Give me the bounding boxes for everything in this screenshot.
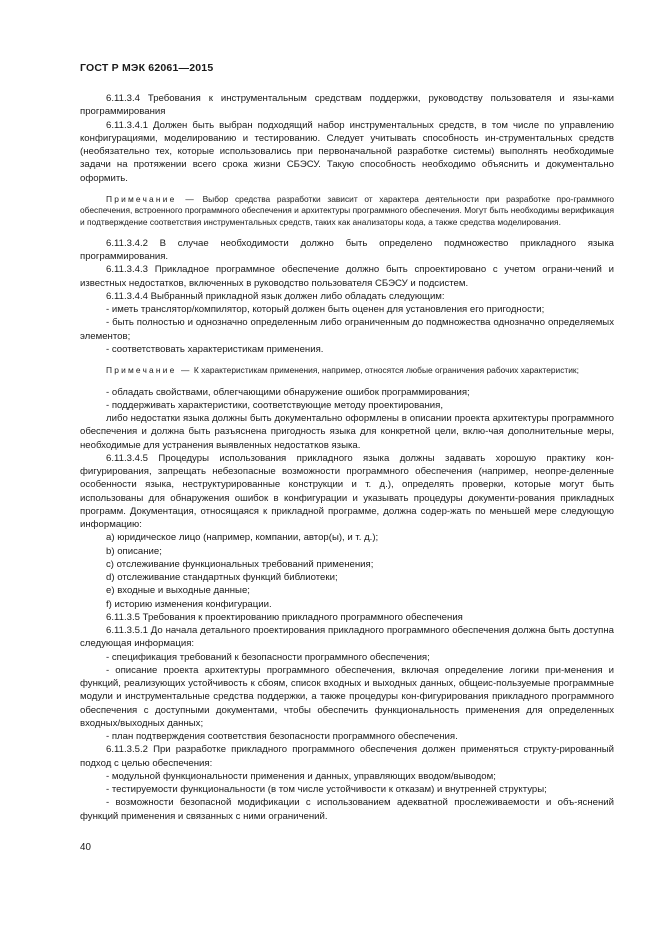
note-label: Примечание — [106,193,196,204]
note-text: К характеристикам применения, например, относятся любые ограничения рабочих характеристик; [193,365,579,376]
list-item: - поддерживать характеристики, соответствующие методу проектирования, [106,399,443,411]
list-item: - описание проекта архитектуры программного обеспечения, включая определение логики при-менения и функций, реализующих устойчивость к сбоям, список входных и выходных данных, общеис-пользуемые программные модули и инструментальные средства поддержки, а также процедуры кон-фигурирования прикладного программного обеспечения с доступными документами, чтобы обеспечить функциональность применения для определенных входных/выходных данных; [80,664,614,729]
paragraph: 6.11.3.4.2 В случае необходимости должно быть определено подмножество прикладного языка программирования. [80,237,614,263]
document-body [80,92,614,823]
note-text: Выбор средства разработки зависит от характера деятельности при разработке про-граммного обеспечения, встроенного программного обеспечения и архитектуры программного обеспечения. Могут быть необходимы верификация и подтверждение соответствия инструментальных средств, таких как анализаторы кода, а также средства моделирования. [80,193,615,227]
paragraph: либо недостатки языка должны быть документально оформлены в описании проекта архитектуры программного обеспечения и должна быть разъяснена пригодность языка для конкретной цели, вклю-чая дополнительные меры, необходимые для устранения выявленных недостатков языка. [80,413,614,451]
page-number: 40 [80,842,91,853]
list-item: - спецификация требований к безопасности программного обеспечения; [106,651,430,663]
list-item: - быть полностью и однозначно определенным либо ограниченным до подмножества однозначно определяемых элементов; [80,317,614,342]
section-heading: 6.11.3.5 Требования к проектированию прикладного программного обеспечения [106,611,463,623]
list-item: e) входные и выходные данные; [106,585,250,597]
paragraph: 6.11.3.4.1 Должен быть выбран подходящий набор инструментальных средств, в том числе по управлению конфигурациями, моделированию и тестированию. Следует учитывать способность ин-струментальных средств (необязательно тех, которые использовались при первоначальной разработке системы) выполнять необходимые задачи на протяжении всего срока жизни СБЭСУ. Такую способность необходимо объяснить и документально оформить. [80,119,614,184]
note [80,365,614,376]
list-item: - план подтверждения соответствия безопасности программного обеспечения. [106,731,458,743]
list-item: - модульной функциональности применения и данных, управляющих вводом/выводом; [106,770,496,782]
document-header: ГОСТ Р МЭК 62061—2015 [80,62,214,74]
list-item: a) юридическое лицо (например, компании, автор(ы), и т. д.); [106,532,379,544]
section-heading: 6.11.3.4 Требования к инструментальным средствам поддержки, руководству пользователя и язы-ками программирования [80,93,614,118]
list-item: - соответствовать характеристикам применения. [106,343,324,355]
note-label: Примечание — [106,365,192,376]
paragraph: 6.11.3.5.1 До начала детального проектирования прикладного программного обеспечения должна быть доступна следующая информация: [80,625,614,650]
paragraph: 6.11.3.4.4 Выбранный прикладной язык должен либо обладать следующим: [106,290,445,302]
list-item: - иметь транслятор/компилятор, который должен быть оценен для установления его пригодности; [106,304,545,316]
list-item: - возможности безопасной модификации с использованием адекватной прослеживаемости и объ-яснений функций применения и связанных с ними ограничений. [80,797,614,822]
paragraph: 6.11.3.4.3 Прикладное программное обеспечение должно быть спроектировано с учетом ограни-чений и известных недостатков, включенных в руководство пользователя СБЭСУ и подсистем. [80,264,614,289]
list-item: f) историю изменения конфигурации. [106,598,272,610]
list-item: - обладать свойствами, облегчающими обнаружение ошибок программирования; [106,386,470,398]
list-item: c) отслеживание функциональных требований применения; [106,558,374,570]
note [80,194,614,228]
list-item: d) отслеживание стандартных функций библиотеки; [106,572,338,584]
list-item: b) описание; [106,545,162,557]
paragraph: 6.11.3.5.2 При разработке прикладного программного обеспечения должен применяться структу-рированный подход с целью обеспечения: [80,744,614,769]
paragraph: 6.11.3.4.5 Процедуры использования прикладного языка должны задавать хорошую практику кон-фигурирования, запрещать небезопасные возможности программного обеспечения (например, неопре-деленные особенности языка, неструктурированные конструкции и т. д.), определять проверки, которые могут быть использованы для обнаружения ошибок в конфигурации и указывать процедуры документи-рования прикладных программ. Документация, относящаяся к прикладной программе, должна содер-жать по меньшей мере следующую информацию: [80,452,614,531]
list-item: - тестируемости функциональности (в том числе устойчивости к отказам) и внутренней структуры; [106,784,547,796]
